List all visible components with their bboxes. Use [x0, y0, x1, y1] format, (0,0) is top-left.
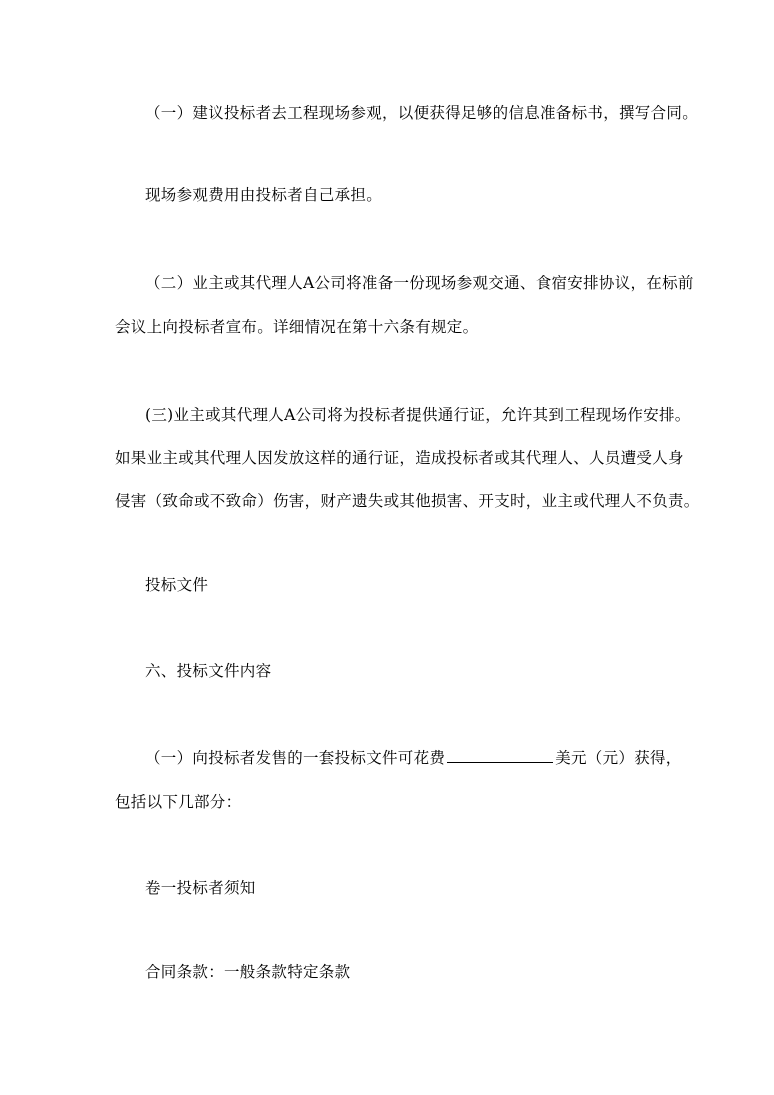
paragraph-transport-arrangement-line2: 会议上向投标者宣布。详细情况在第十六条有规定。 [115, 318, 479, 336]
section-heading-six-contents: 六、投标文件内容 [145, 662, 272, 680]
paragraph-document-price-line2: 包括以下几部分： [115, 793, 242, 811]
paragraph-site-visit-recommendation: （一）建议投标者去工程现场参观，以便获得足够的信息准备标书，撰写合同。 [145, 104, 699, 122]
price-text-after: 美元（元）获得， [555, 749, 682, 767]
paragraph-pass-line1: (三)业主或其代理人A公司将为投标者提供通行证，允许其到工程现场作安排。 [145, 406, 691, 424]
price-text-before: （一）向投标者发售的一套投标文件可花费 [145, 749, 446, 767]
paragraph-document-price-line1 [145, 748, 682, 768]
list-item-volume-one: 卷一投标者须知 [145, 879, 256, 897]
list-item-contract-terms: 合同条款：一般条款特定条款 [145, 963, 351, 981]
section-heading-tender-documents: 投标文件 [145, 576, 209, 594]
price-blank-line [447, 748, 553, 763]
paragraph-pass-line3: 侵害（致命或不致命）伤害，财产遗失或其他损害、开支时，业主或代理人不负责。 [115, 492, 700, 510]
paragraph-site-visit-cost: 现场参观费用由投标者自己承担。 [145, 186, 383, 204]
paragraph-transport-arrangement-line1: （二）业主或其代理人A公司将准备一份现场参观交通、食宿安排协议，在标前 [145, 274, 694, 292]
paragraph-pass-line2: 如果业主或其代理人因发放这样的通行证，造成投标者或其代理人、人员遭受人身 [115, 449, 684, 467]
